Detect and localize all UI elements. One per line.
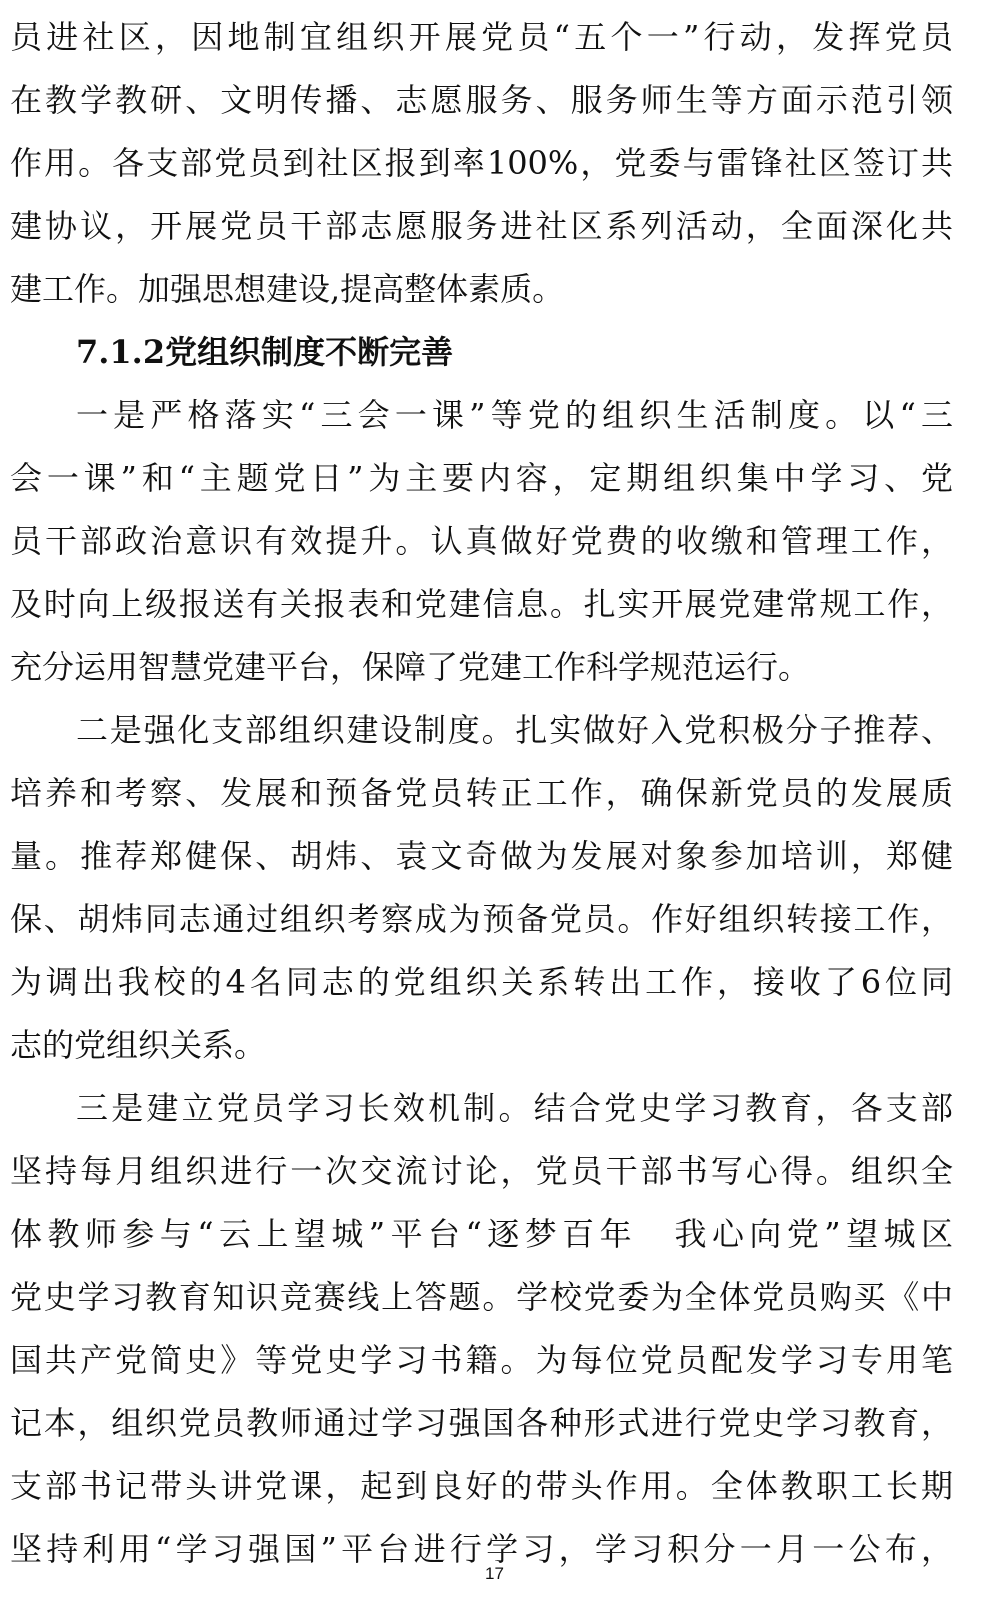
text-line: 志的党组织关系。 (10, 1026, 267, 1064)
text-line: 为调出我校的4名同志的党组织关系转出工作，接收了6位同 (10, 963, 953, 1001)
intro-paragraph (10, 6, 953, 321)
text-line: 充分运用智慧党建平台，保障了党建工作科学规范运行。 (10, 648, 811, 686)
page-number: 17 (485, 1564, 504, 1583)
text-line: 坚持每月组织进行一次交流讨论，党员干部书写心得。组织全 (10, 1152, 953, 1190)
text-line: 在教学教研、文明传播、志愿服务、服务师生等方面示范引领 (10, 81, 953, 119)
text-line: 一是严格落实“三会一课”等党的组织生活制度。以“三 (76, 396, 953, 434)
text-line: 培养和考察、发展和预备党员转正工作，确保新党员的发展质 (10, 774, 953, 812)
text-line: 建工作。加强思想建设,提高整体素质。 (10, 270, 565, 308)
text-line: 员进社区，因地制宜组织开展党员“五个一”行动，发挥党员 (10, 18, 953, 56)
text-line: 员干部政治意识有效提升。认真做好党费的收缴和管理工作， (10, 522, 953, 560)
paragraph-three (10, 1077, 953, 1581)
text-line: 二是强化支部组织建设制度。扎实做好入党积极分子推荐、 (76, 711, 953, 749)
paragraph-one (10, 384, 953, 699)
text-line: 建协议，开展党员干部志愿服务进社区系列活动，全面深化共 (10, 207, 953, 245)
text-line: 体教师参与“云上望城”平台“逐梦百年 我心向党”望城区 (10, 1215, 953, 1253)
text-line: 党史学习教育知识竞赛线上答题。学校党委为全体党员购买《中 (10, 1278, 953, 1316)
text-line: 记本，组织党员教师通过学习强国各种形式进行党史学习教育， (10, 1404, 953, 1442)
text-line: 国共产党简史》等党史学习书籍。为每位党员配发学习专用笔 (10, 1341, 953, 1379)
text-line: 保、胡炜同志通过组织考察成为预备党员。作好组织转接工作， (10, 900, 953, 938)
text-line: 坚持利用“学习强国”平台进行学习，学习积分一月一公布， (10, 1530, 953, 1568)
text-line: 作用。各支部党员到社区报到率100%，党委与雷锋社区签订共 (10, 144, 953, 182)
text-line: 量。推荐郑健保、胡炜、袁文奇做为发展对象参加培训，郑健 (10, 837, 953, 875)
text-line: 三是建立党员学习长效机制。结合党史学习教育，各支部 (76, 1089, 953, 1127)
text-line: 及时向上级报送有关报表和党建信息。扎实开展党建常规工作， (10, 585, 953, 623)
section-heading: 7.1.2党组织制度不断完善 (76, 333, 454, 371)
paragraph-two (10, 699, 953, 1077)
text-line: 支部书记带头讲党课，起到良好的带头作用。全体教职工长期 (10, 1467, 953, 1505)
text-line: 会一课”和“主题党日”为主要内容，定期组织集中学习、党 (10, 459, 953, 497)
